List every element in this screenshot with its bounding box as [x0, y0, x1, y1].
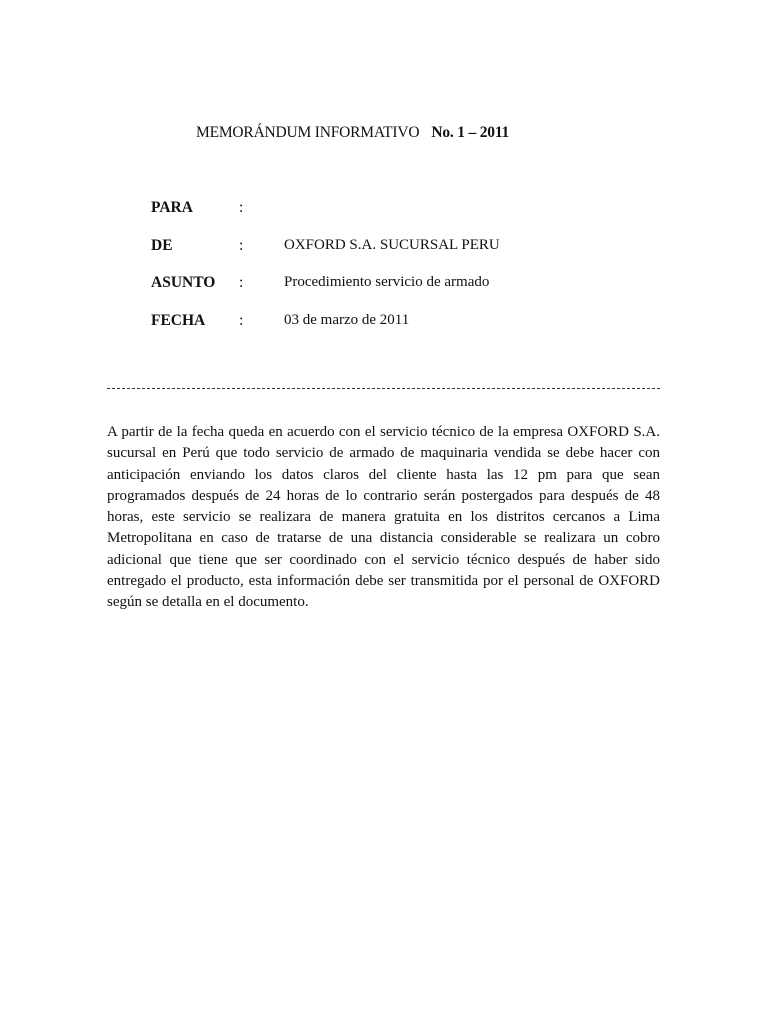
memo-number: No. 1 – 2011 [431, 124, 510, 141]
field-fecha-value: 03 de marzo de 2011 [284, 311, 410, 328]
field-fecha [151, 312, 671, 350]
field-fecha-colon: : [239, 311, 244, 329]
memo-body-paragraph: A partir de la fecha queda en acuerdo con el servicio técnico de la empresa OXFORD S.A. sucursal en Perú que todo servicio de armado de maquinaria vendida se debe hacer con anticipación enviando los datos claros del cliente hasta las 12 pm para que sean programados después de 24 horas de lo contrario serán postergados para después de 48 horas, este servicio se realizara de manera gratuita en los distritos cercanos a Lima Metropolitana en caso de tratarse de una distancia considerable se realizara un cobro adicional que tiene que ser coordinado con el servicio técnico después de haber sido entregado el producto, esta información debe ser transmitida por el personal de OXFORD según se detalla en el documento. [107, 424, 660, 611]
field-asunto-label: ASUNTO [151, 274, 216, 291]
field-asunto-colon: : [239, 274, 244, 291]
field-de-value: OXFORD S.A. SUCURSAL PERU [284, 236, 500, 253]
dashed-divider [107, 388, 660, 389]
field-de-label: DE [151, 236, 173, 254]
field-de-colon: : [239, 236, 244, 254]
field-asunto-value: Procedimiento servicio de armado [284, 274, 490, 290]
field-fecha-label: FECHA [151, 311, 206, 329]
field-para-colon: : [239, 199, 244, 216]
field-de [151, 237, 671, 275]
memo-title [196, 124, 509, 142]
field-para [151, 199, 671, 237]
memo-title-text: MEMORÁNDUM INFORMATIVO [196, 124, 420, 141]
field-para-label: PARA [151, 199, 193, 216]
field-asunto [151, 274, 671, 312]
memo-header-fields [151, 199, 671, 349]
